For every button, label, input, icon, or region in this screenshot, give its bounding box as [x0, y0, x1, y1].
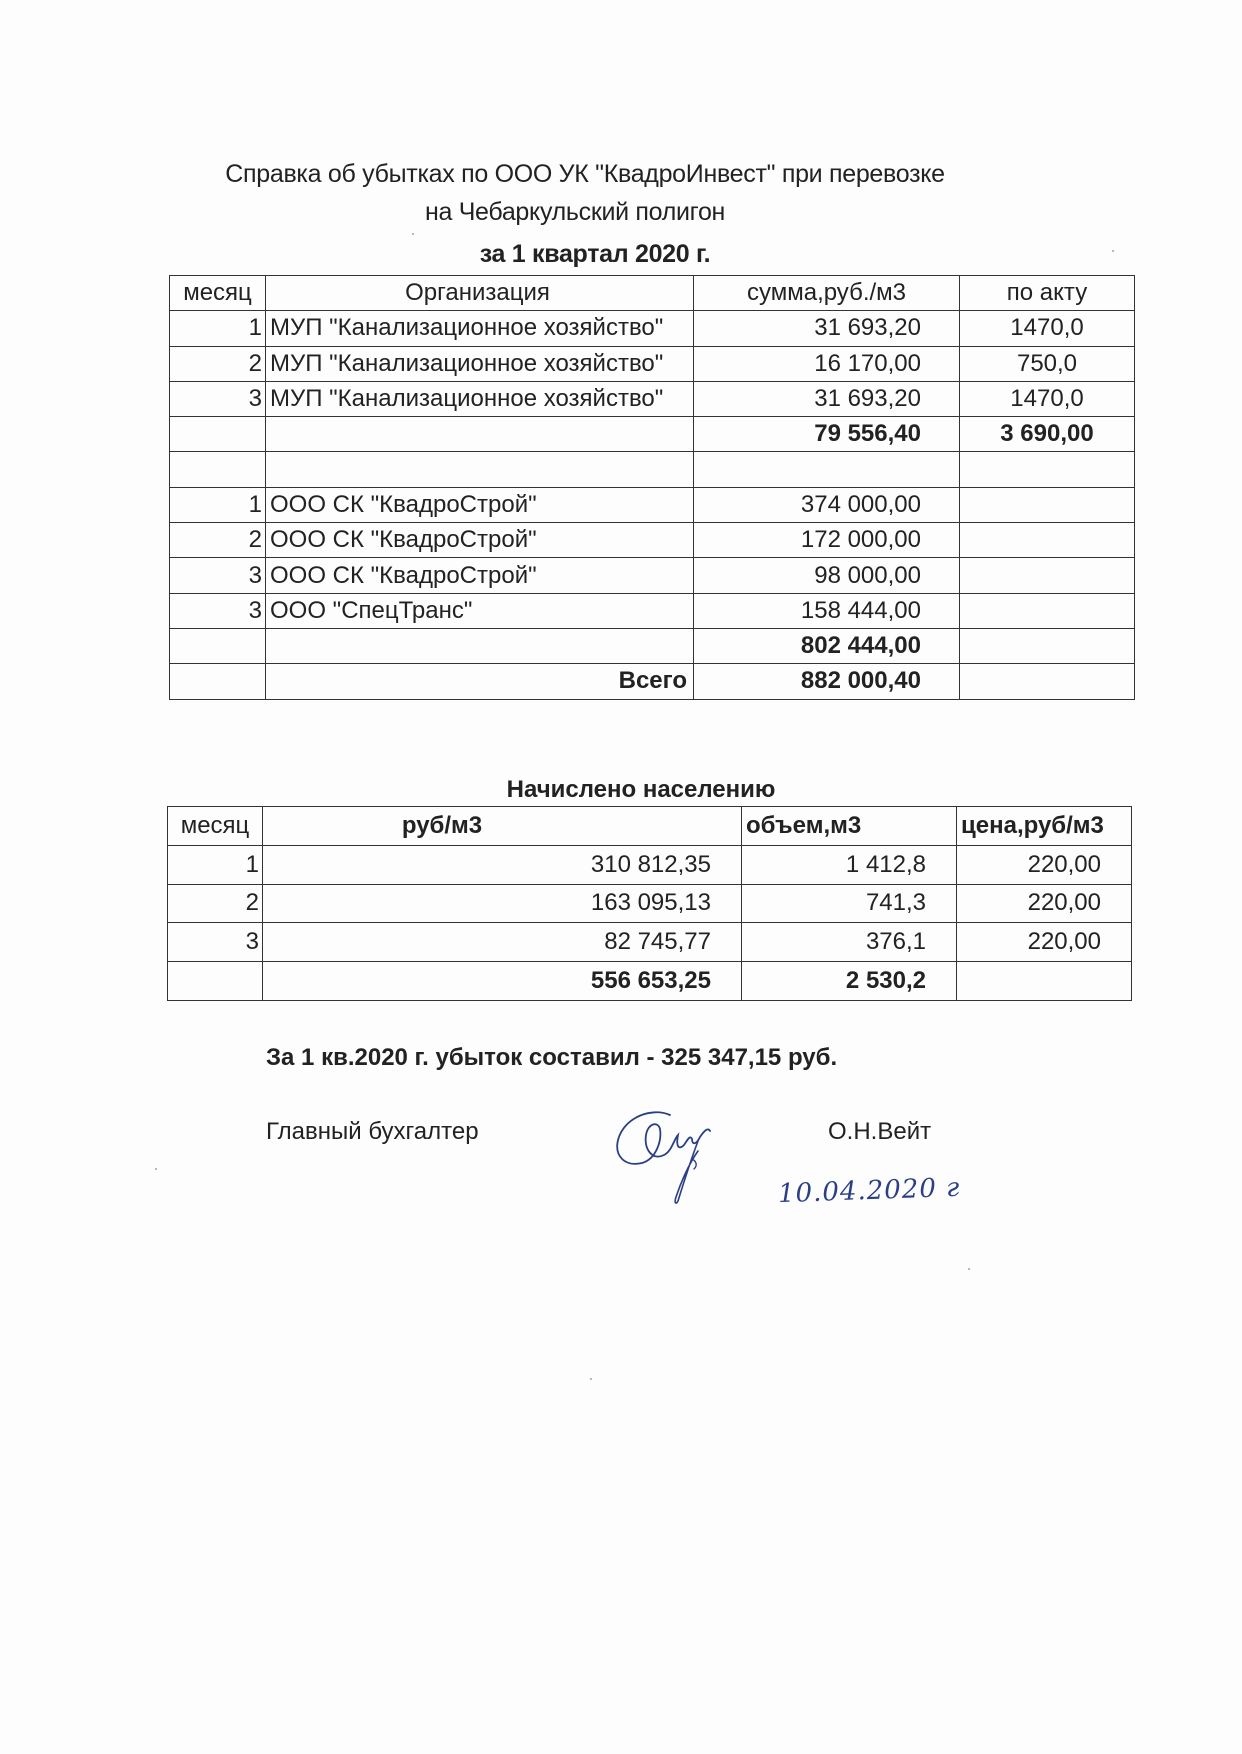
cell-organization: ООО СК "КвадроСтрой": [266, 487, 694, 522]
cell-organization: ООО "СпецТранс": [266, 593, 694, 628]
cell-month: 1: [170, 487, 266, 522]
cell-price: 220,00: [957, 884, 1132, 923]
cell-month: 3: [170, 593, 266, 628]
cell-price: 220,00: [957, 845, 1132, 884]
cell-month: 1: [168, 845, 263, 884]
table-header-row: [168, 807, 1132, 846]
cell-by-act: [960, 523, 1135, 558]
cell-by-act: [960, 487, 1135, 522]
accrued-table: [167, 806, 1132, 1001]
subtotal-sum: 79 556,40: [694, 417, 960, 452]
scan-speck: [412, 233, 414, 235]
scan-speck: [590, 1378, 592, 1380]
cell-sum: 31 693,20: [694, 381, 960, 416]
loss-summary: За 1 кв.2020 г. убыток составил - 325 347,15 руб.: [266, 1044, 838, 1071]
cell-month: 3: [170, 558, 266, 593]
cell-sum: 172 000,00: [694, 523, 960, 558]
cell-by-act: [960, 628, 1135, 663]
header-volume: объем,м3: [742, 807, 957, 846]
cell-volume: 376,1: [742, 923, 957, 962]
cell-month: 2: [170, 523, 266, 558]
cell-organization: [266, 452, 694, 487]
table-row: [170, 593, 1135, 628]
cell-sum: 158 444,00: [694, 593, 960, 628]
header-by-act: по акту: [960, 276, 1135, 311]
signer-position: Главный бухгалтер: [266, 1118, 479, 1145]
header-month: месяц: [168, 807, 263, 846]
table-row: [170, 523, 1135, 558]
empty-row: [170, 452, 1135, 487]
cell-month: [170, 628, 266, 663]
scan-speck: [155, 1168, 157, 1170]
cell-sum: 98 000,00: [694, 558, 960, 593]
header-organization: Организация: [266, 276, 694, 311]
cell-by-act: [960, 452, 1135, 487]
table-row: [170, 487, 1135, 522]
cell-sum: 374 000,00: [694, 487, 960, 522]
cell-organization: ООО СК "КвадроСтрой": [266, 523, 694, 558]
cell-rub-per-m3: 163 095,13: [263, 884, 742, 923]
cell-by-act: 1470,0: [960, 381, 1135, 416]
header-sum: сумма,руб./м3: [694, 276, 960, 311]
cell-volume: 741,3: [742, 884, 957, 923]
cell-rub-per-m3: 82 745,77: [263, 923, 742, 962]
cell-organization: МУП "Канализационное хозяйство": [266, 346, 694, 381]
cell-month: 2: [170, 346, 266, 381]
cell-month: 3: [168, 923, 263, 962]
document-subtitle: на Чебаркульский полигон: [424, 198, 726, 226]
header-month: месяц: [170, 276, 266, 311]
total-row: [168, 962, 1132, 1001]
scan-speck: [968, 1268, 970, 1270]
table-row: [170, 311, 1135, 346]
cell-volume: 1 412,8: [742, 845, 957, 884]
subtotal-row: [170, 628, 1135, 663]
signature-icon: [612, 1105, 732, 1210]
grand-total-sum: 882 000,40: [694, 664, 960, 699]
document-period: за 1 квартал 2020 г.: [479, 240, 711, 268]
cell-by-act: 750,0: [960, 346, 1135, 381]
accrued-section-title: Начислено населению: [506, 776, 776, 803]
table-row: [170, 381, 1135, 416]
signer-name: О.Н.Вейт: [828, 1118, 932, 1145]
handwritten-date: 10.04.2020 г: [777, 1172, 961, 1210]
scan-speck: [1112, 250, 1114, 252]
grand-total-row: [170, 664, 1135, 699]
cell-by-act: 1470,0: [960, 311, 1135, 346]
cell-sum: 16 170,00: [694, 346, 960, 381]
cell-price: [957, 962, 1132, 1001]
table-row: [168, 884, 1132, 923]
cell-organization: [266, 628, 694, 663]
table-header-row: [170, 276, 1135, 311]
table-row: [168, 923, 1132, 962]
document-title: Справка об убытках по ООО УК "КвадроИнвест" при перевозке: [225, 160, 945, 188]
subtotal-by-act: 3 690,00: [960, 417, 1135, 452]
cell-month: [170, 452, 266, 487]
cell-price: 220,00: [957, 923, 1132, 962]
cell-month: [168, 962, 263, 1001]
header-price: цена,руб/м3: [957, 807, 1132, 846]
total-volume: 2 530,2: [742, 962, 957, 1001]
cell-sum: [694, 452, 960, 487]
cell-rub-per-m3: 310 812,35: [263, 845, 742, 884]
header-rub-per-m3: руб/м3: [263, 807, 742, 846]
cell-by-act: [960, 664, 1135, 699]
cell-organization: [266, 417, 694, 452]
table-row: [168, 845, 1132, 884]
total-rub-per-m3: 556 653,25: [263, 962, 742, 1001]
table-row: [170, 558, 1135, 593]
cell-sum: 31 693,20: [694, 311, 960, 346]
grand-total-label: Всего: [266, 664, 694, 699]
cell-organization: ООО СК "КвадроСтрой": [266, 558, 694, 593]
cell-by-act: [960, 593, 1135, 628]
cell-month: [170, 417, 266, 452]
cell-month: [170, 664, 266, 699]
cell-organization: МУП "Канализационное хозяйство": [266, 311, 694, 346]
losses-table: [169, 275, 1135, 700]
cell-organization: МУП "Канализационное хозяйство": [266, 381, 694, 416]
cell-by-act: [960, 558, 1135, 593]
cell-month: 1: [170, 311, 266, 346]
cell-month: 2: [168, 884, 263, 923]
subtotal-sum: 802 444,00: [694, 628, 960, 663]
subtotal-row: [170, 417, 1135, 452]
table-row: [170, 346, 1135, 381]
cell-month: 3: [170, 381, 266, 416]
